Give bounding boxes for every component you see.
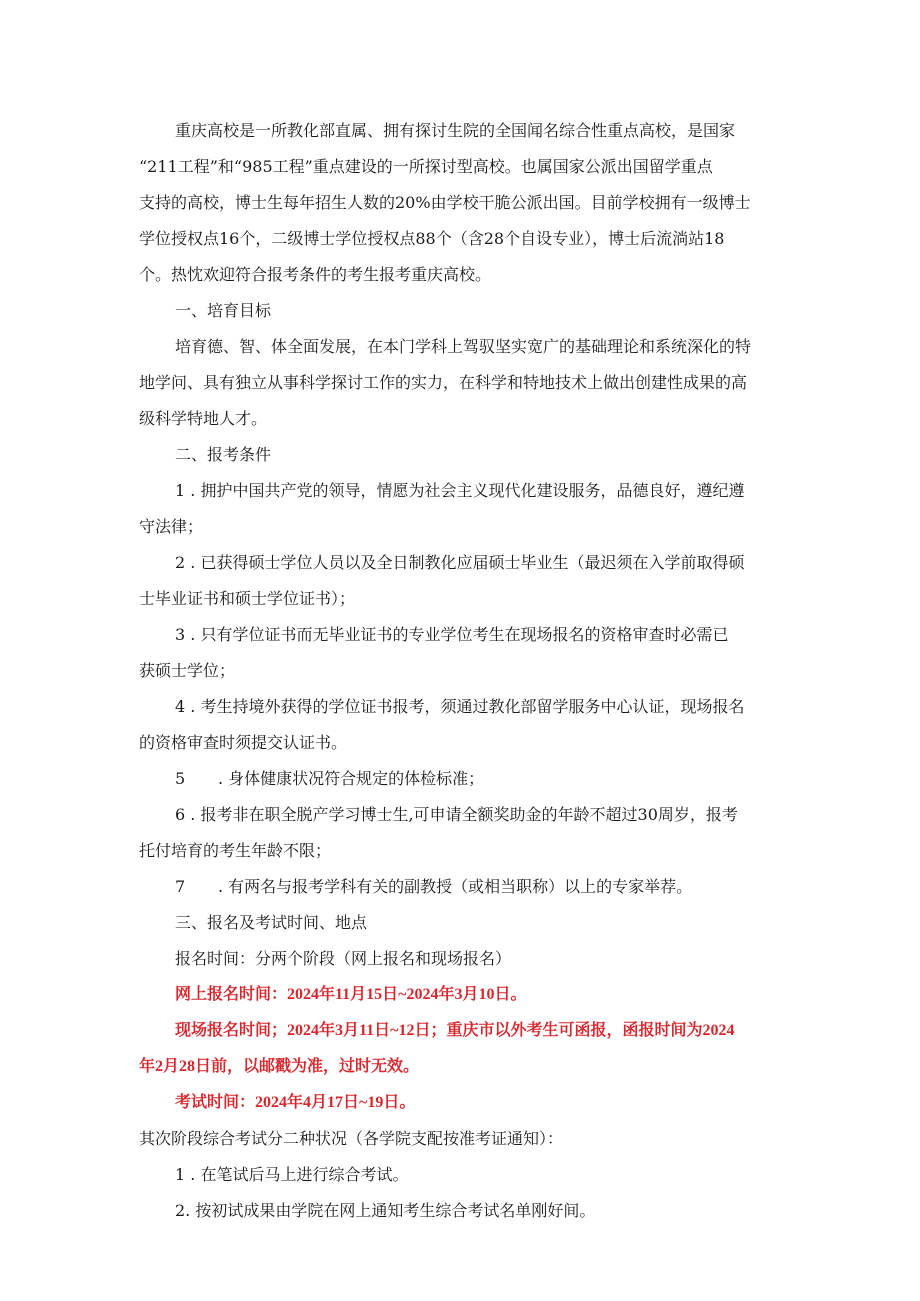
condition-7-number: 7 bbox=[175, 877, 186, 896]
condition-4-line-2: 的资格审查时须提交认证书。 bbox=[139, 733, 348, 752]
goals-line-3: 级科学特地人才。 bbox=[139, 409, 268, 428]
condition-3-line-2: 获硕士学位； bbox=[139, 661, 236, 680]
condition-1-line-2: 守法律； bbox=[139, 517, 204, 536]
condition-5-text: . 身体健康状况符合规定的体检标准； bbox=[218, 769, 485, 788]
second-stage-item-1: 1 . 在笔试后马上进行综合考试。 bbox=[175, 1165, 409, 1184]
condition-1-line-1: 1 . 拥护中国共产党的领导，情愿为社会主义现代化建设服务，品德良好，遵纪遵 bbox=[175, 481, 745, 500]
intro-line-1: 重庆高校是一所教化部直属、拥有探讨生院的全国闻名综合性重点高校，是国家 bbox=[175, 121, 736, 140]
intro-line-2: “211工程”和“985工程”重点建设的一所探讨型高校。也属国家公派出国留学重点 bbox=[139, 157, 713, 176]
onsite-registration-line-2: 年2月28日前，以邮戳为准，过时无效。 bbox=[139, 1058, 420, 1075]
section-heading-conditions: 二、报考条件 bbox=[175, 445, 272, 464]
condition-5-number: 5 bbox=[175, 769, 186, 788]
condition-2-line-2: 士毕业证书和硕士学位证书）； bbox=[139, 589, 356, 608]
condition-7-text: . 有两名与报考学科有关的副教授（或相当职称）以上的专家举荐。 bbox=[218, 877, 693, 896]
condition-6-line-1: 6 . 报考非在职全脱产学习博士生,可申请全额奖助金的年龄不超过30周岁，报考 bbox=[175, 805, 738, 824]
registration-time: 报名时间：分两个阶段（网上报名和现场报名） bbox=[175, 949, 512, 968]
goals-line-1: 培育德、智、体全面发展，在本门学科上驾驭坚实宽广的基础理论和系统深化的特 bbox=[175, 337, 752, 356]
condition-3-line-1: 3 . 只有学位证书而无毕业证书的专业学位考生在现场报名的资格审查时必需已 bbox=[175, 625, 729, 644]
online-registration-time: 网上报名时间：2024年11月15日~2024年3月10日。 bbox=[175, 986, 527, 1003]
intro-line-5: 个。热忱欢迎符合报考条件的考生报考重庆高校。 bbox=[139, 265, 492, 284]
intro-line-3: 支持的高校，博士生每年招生人数的20%由学校干脆公派出国。目前学校拥有一级博士 bbox=[139, 193, 751, 212]
condition-4-line-1: 4 . 考生持境外获得的学位证书报考，须通过教化部留学服务中心认证，现场报名 bbox=[175, 697, 745, 716]
intro-line-4: 学位授权点16个，二级博士学位授权点88个（含28个自设专业），博士后流淌站18 bbox=[139, 229, 725, 248]
condition-6-line-2: 托付培育的考生年龄不限； bbox=[139, 841, 332, 860]
exam-time: 考试时间：2024年4月17日~19日。 bbox=[175, 1094, 416, 1111]
section-heading-goals: 一、培育目标 bbox=[175, 301, 272, 320]
second-stage-item-2: 2. 按初试成果由学院在网上通知考生综合考试名单刚好间。 bbox=[175, 1201, 596, 1220]
second-stage-intro: 其次阶段综合考试分二种状况（各学院支配按准考证通知）： bbox=[139, 1129, 564, 1148]
condition-2-line-1: 2 . 已获得硕士学位人员以及全日制教化应届硕士毕业生（最迟须在入学前取得硕 bbox=[175, 553, 745, 572]
section-heading-schedule: 三、报名及考试时间、地点 bbox=[175, 913, 368, 932]
onsite-registration-line-1: 现场报名时间；2024年3月11日~12日；重庆市以外考生可函报，函报时间为2024 bbox=[175, 1022, 735, 1039]
goals-line-2: 地学问、具有独立从事科学探讨工作的实力，在科学和特地技术上做出创建性成果的高 bbox=[139, 373, 748, 392]
